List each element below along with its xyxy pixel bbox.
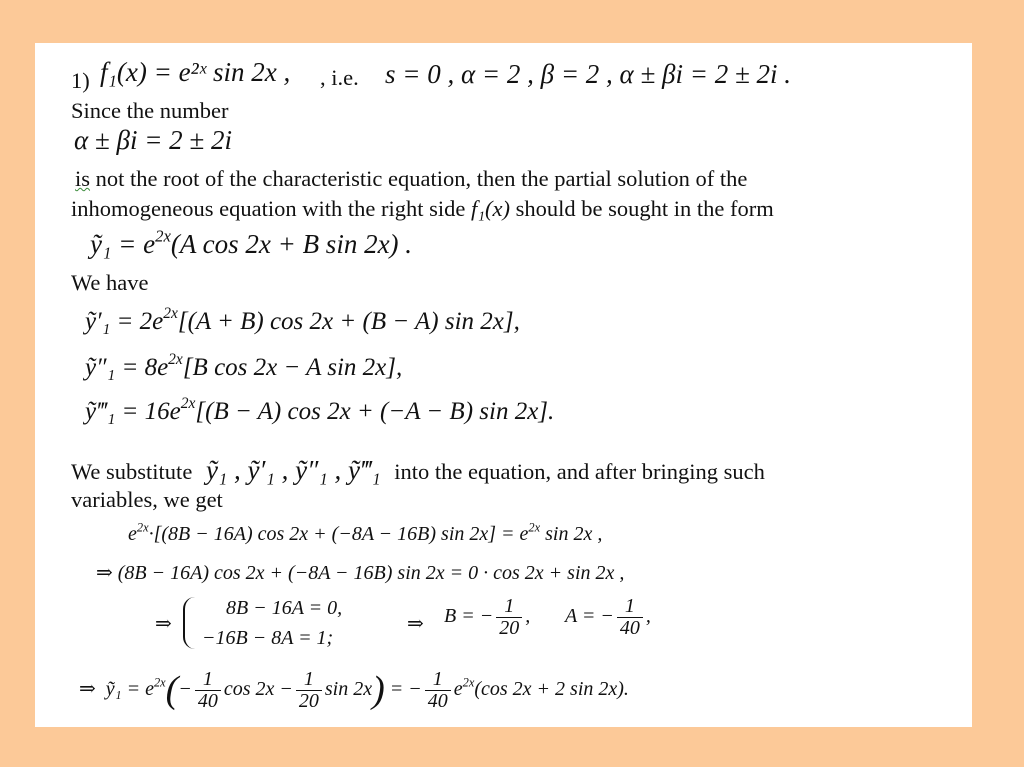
d2-exponent: 2x: [168, 351, 183, 369]
a-lhs: A = −: [565, 605, 614, 628]
a-denominator: 40: [619, 617, 640, 639]
final-fraction-1: [195, 669, 221, 712]
a-numerator: 1: [617, 596, 643, 618]
ie-text: , i.e.: [320, 65, 359, 90]
system-row-1: 8B − 16A = 0,: [226, 597, 343, 619]
final-fraction-3: [425, 669, 451, 712]
d2-lhs: ỹ″₁ = 8e: [85, 354, 169, 381]
final-eq: = −: [389, 678, 422, 701]
final-open-paren: (: [165, 668, 179, 711]
equation-1: [128, 520, 603, 545]
final-arrow: ⇒: [79, 678, 96, 701]
system-arrow: ⇒: [155, 613, 172, 635]
eq1-body: ·[(8B − 16A) cos 2x + (−8A − 16B) sin 2x] = e: [148, 523, 529, 545]
solution-form: [90, 226, 413, 259]
final-mid: cos 2x −: [223, 678, 293, 701]
d3-rhs: [(B − A) cos 2x + (−A − B) sin 2x].: [195, 398, 555, 425]
substitute-text: We substitute: [71, 459, 193, 484]
b-arrow: ⇒: [407, 613, 424, 635]
final-denominator-3: 40: [427, 690, 448, 712]
d3-lhs: ỹ‴₁ = 16e: [85, 398, 181, 425]
final-exponent: 2x: [153, 675, 166, 690]
final-solution: ⇒ ỹ₁ = $e^{2x}(-$ $\frac{1}{40}$ cos 2x − $\frac{1}{20}$ sin 2x) = − $\frac{1}{40}$ $e^{2x}(\cos$ 2x + 2 sin 2x).: [79, 668, 629, 712]
final-denominator-1: 40: [197, 690, 218, 712]
f1-inline: f₁(x): [470, 196, 510, 221]
a-fraction: [617, 596, 643, 639]
final-tail: (cos 2x + 2 sin 2x).: [474, 678, 629, 701]
root-expression: α ± βi = 2 ± 2i: [74, 125, 232, 155]
form-exponent: 2x: [155, 226, 171, 246]
f1-definition: f₁(x) = e²ˣ sin 2x ,: [100, 57, 291, 87]
substitute-vars: ỹ₁ , ỹ′₁ , ỹ″₁ , ỹ‴₁: [205, 455, 381, 485]
final-close-paren: ): [372, 668, 385, 711]
final-numerator-2: 1: [296, 669, 322, 691]
b-value: B = − $\frac{1}{20}$ ,: [444, 595, 531, 639]
first-derivative: [85, 305, 520, 335]
b-denominator: 20: [499, 617, 520, 639]
second-derivative: [85, 351, 403, 381]
final-numerator-3: 1: [425, 669, 451, 691]
final-lhs: ỹ₁ = e: [105, 678, 154, 701]
system-row-2: −16B − 8A = 1;: [202, 627, 334, 649]
a-value: A = − $\frac{1}{40}$ ,: [565, 595, 651, 639]
final-sin: sin 2x: [324, 678, 373, 701]
third-derivative: [85, 395, 555, 425]
eq1-tail: sin 2x ,: [540, 523, 603, 545]
d1-exponent: 2x: [163, 305, 178, 323]
eq1-exponent-2: 2x: [528, 520, 541, 535]
eq1-lead: e: [128, 523, 137, 545]
not-root-text: [75, 168, 747, 191]
final-tail-e: e: [453, 678, 463, 701]
system-brace: [183, 597, 199, 649]
final-numerator-1: 1: [195, 669, 221, 691]
since-text: Since the number: [71, 98, 229, 123]
final-tail-exponent: 2x: [462, 675, 475, 690]
substitute-line: [71, 457, 765, 484]
eq1-exponent: 2x: [136, 520, 149, 535]
b-numerator: 1: [496, 596, 522, 618]
into-text: into the equation, and after bringing such: [394, 459, 765, 484]
inhomogeneous-sentence: inhomogeneous equation with the right side: [71, 196, 466, 221]
equation-2: ⇒ (8B − 16A) cos 2x + (−8A − 16B) sin 2x = 0 · cos 2x + sin 2x ,: [96, 562, 625, 584]
form-lhs: ỹ₁ = e: [90, 229, 156, 259]
is-word: is: [75, 166, 91, 191]
variables-text: variables, we get: [71, 487, 223, 512]
d2-rhs: [B cos 2x − A sin 2x],: [182, 354, 403, 381]
sought-text: should be sought in the form: [509, 196, 774, 221]
item-number: 1): [71, 68, 90, 93]
inhomogeneous-text: [71, 198, 774, 221]
parameters: s = 0 , α = 2 , β = 2 , α ± βi = 2 ± 2i .: [385, 59, 792, 89]
d1-rhs: [(A + B) cos 2x + (B − A) sin 2x],: [177, 308, 520, 335]
b-lhs: B = −: [444, 605, 494, 628]
form-rhs: (A cos 2x + B sin 2x) .: [170, 229, 413, 259]
final-fraction-2: [296, 669, 322, 712]
we-have-text: We have: [71, 270, 149, 295]
b-fraction: [496, 596, 522, 639]
not-root-sentence: not the root of the characteristic equation, then the partial solution of the: [90, 166, 748, 191]
d3-exponent: 2x: [180, 395, 196, 413]
final-denominator-2: 20: [298, 690, 319, 712]
d1-lhs: ỹ′₁ = 2e: [85, 308, 164, 335]
